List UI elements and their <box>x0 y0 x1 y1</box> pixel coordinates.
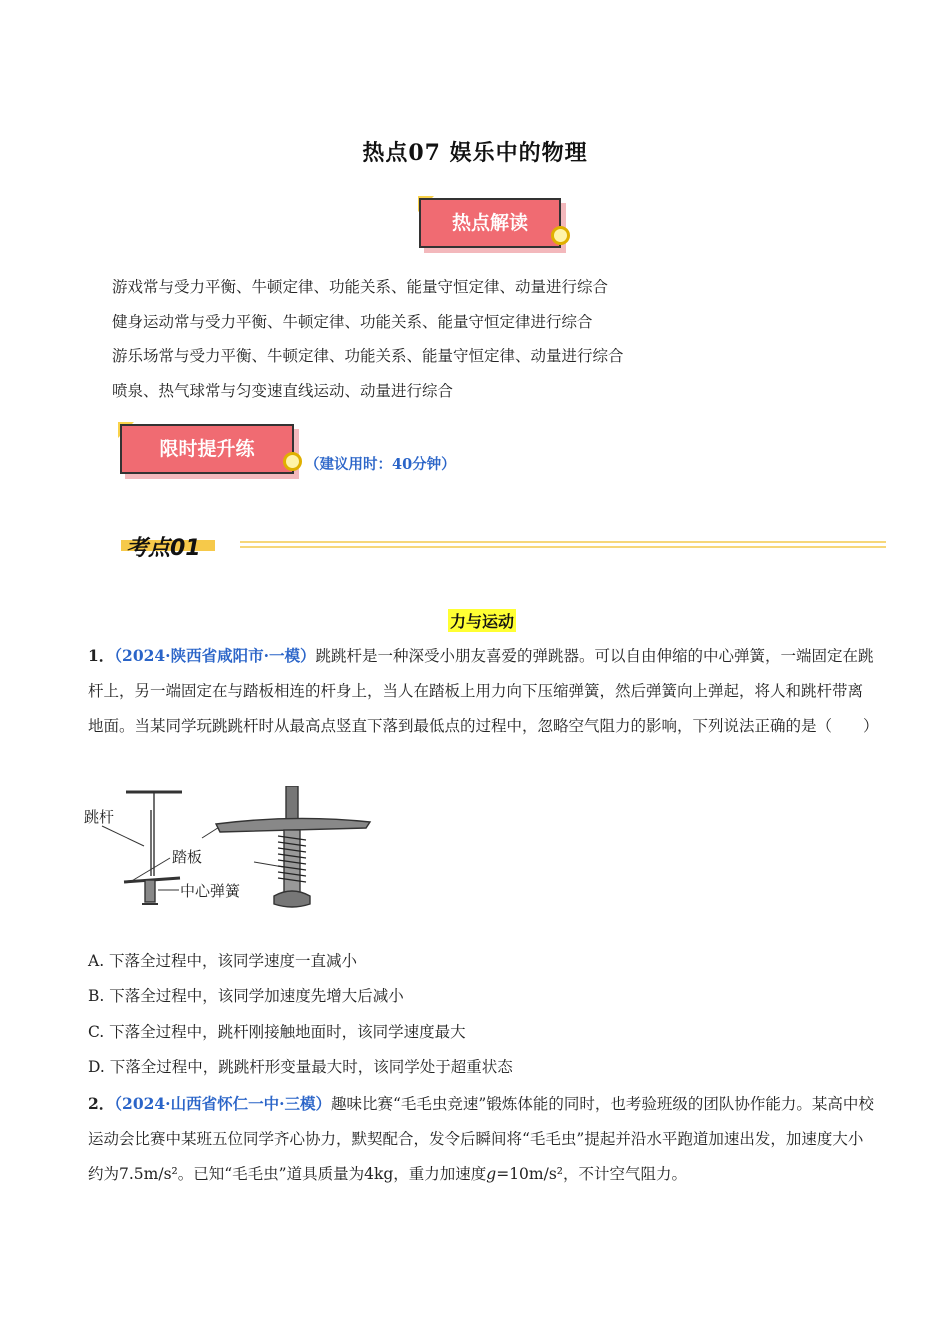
option-d: D. 下落全过程中，跳跳杆形变量最大时，该同学处于超重状态 <box>88 1057 513 1076</box>
suggested-time: （建议用时：40分钟） <box>305 456 456 473</box>
question-text: 跳跳杆是一种深受小朋友喜爱的弹跳器。可以自由伸缩的中心弹簧，一端固定在跳杆上，另一端固定在与踏板相连的杆身上，当人在踏板上用力向下压缩弹簧，然后弹簧向上弹起，将人和跳杆带离地面。当某同学玩跳跳杆时从最高点竖直下落到最低点的过程中，忽略空气阻力的影响，下列说法正确的是（ ） <box>88 647 879 735</box>
question-source: （2024·陕西省咸阳市·一模） <box>114 646 316 665</box>
intro-line: 健身运动常与受力平衡、牛顿定律、功能关系、能量守恒定律进行综合 <box>112 312 593 331</box>
question-text-end: =10m/s²，不计空气阻力。 <box>496 1165 688 1183</box>
gravity-symbol: g <box>486 1165 497 1183</box>
intro-line: 喷泉、热气球常与匀变速直线运动、动量进行综合 <box>112 381 454 400</box>
label-pedal: 踏板 <box>172 848 203 866</box>
section-title: 力与运动 <box>448 609 516 632</box>
divider-line <box>240 546 886 548</box>
question-number: 1． <box>88 646 115 665</box>
page-title: 热点07 娱乐中的物理 <box>362 140 588 166</box>
question-text: 趣味比赛“毛毛虫竞速”锻炼体能的同时，也考验班级的团队协作能力。某高中校运动会比赛中某班五位同学齐心协力，默契配合，发令后瞬间将“毛毛虫”提起并沿水平跑道加速出发，加速度大小约为7.5m/s²。已知“毛毛虫”道具质量为4kg，重力加速度 <box>88 1095 874 1183</box>
question-number: 2． <box>88 1094 115 1113</box>
option-c: C. 下落全过程中，跳杆刚接触地面时，该同学速度最大 <box>88 1022 466 1041</box>
ring-icon <box>551 226 570 245</box>
timed-practice-badge: 限时提升练 <box>120 424 294 474</box>
kaodian-heading: 考点01 <box>126 536 201 561</box>
intro-line: 游戏常与受力平衡、牛顿定律、功能关系、能量守恒定律、动量进行综合 <box>112 278 609 296</box>
question-2 <box>88 1086 878 1192</box>
option-a: A. 下落全过程中，该同学速度一直减小 <box>88 952 358 970</box>
divider-line <box>240 541 886 543</box>
hot-topic-badge: 热点解读 <box>419 198 561 248</box>
question-1 <box>88 638 878 744</box>
label-spring: 中心弹簧 <box>180 882 241 900</box>
ring-icon <box>283 452 302 471</box>
question-source: （2024·山西省怀仁一中·三模） <box>114 1094 331 1113</box>
option-b: B. 下落全过程中，该同学加速度先增大后减小 <box>88 987 404 1006</box>
label-pole: 跳杆 <box>84 808 115 826</box>
intro-block <box>112 270 624 408</box>
answer-options <box>88 944 513 1085</box>
pogo-stick-figure <box>84 786 384 916</box>
intro-line: 游乐场常与受力平衡、牛顿定律、功能关系、能量守恒定律、动量进行综合 <box>112 347 624 365</box>
